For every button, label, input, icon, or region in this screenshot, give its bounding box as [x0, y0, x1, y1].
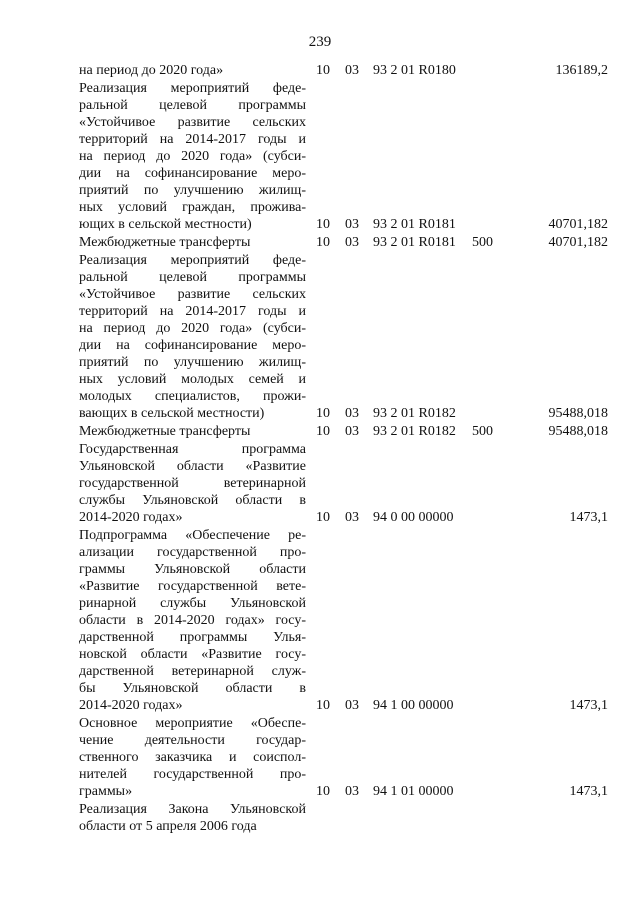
row-description	[79, 80, 306, 233]
description-line: Межбюджетные трансферты	[79, 235, 251, 250]
podrazdel-cell: 03	[345, 698, 359, 713]
description-line: 2014-2020 годах»	[79, 698, 183, 713]
description-line: дарственной программы Улья-	[79, 630, 306, 645]
sum-cell: 95488,018	[548, 424, 608, 439]
sum-cell: 40701,182	[548, 235, 608, 250]
target-article-cell: 93 2 01 R0182	[373, 424, 456, 439]
description-line: бы Ульяновской области в	[79, 681, 306, 696]
target-article-cell: 94 1 00 00000	[373, 698, 454, 713]
description-line: государственной ветеринарной	[79, 476, 306, 491]
description-line: чение деятельности государ-	[79, 733, 306, 748]
description-line: ральной целевой программы	[79, 270, 306, 285]
sum-cell: 1473,1	[569, 698, 608, 713]
razdel-cell: 10	[316, 235, 330, 250]
description-line: области в 2014-2020 годах» госу-	[79, 613, 306, 628]
description-line: ных условий граждан, прожива-	[79, 200, 306, 215]
description-line: ственного заказчика и соиспол-	[79, 750, 306, 765]
row-description	[79, 527, 306, 714]
podrazdel-cell: 03	[345, 424, 359, 439]
razdel-cell: 10	[316, 406, 330, 421]
target-article-cell: 93 2 01 R0181	[373, 235, 456, 250]
row-description	[79, 441, 306, 526]
sum-cell: 1473,1	[569, 784, 608, 799]
description-line: ринарной службы Ульяновской	[79, 596, 306, 611]
sum-cell: 95488,018	[548, 406, 608, 421]
description-line: Реализация Закона Ульяновской	[79, 802, 306, 817]
razdel-cell: 10	[316, 698, 330, 713]
description-line: Межбюджетные трансферты	[79, 424, 251, 439]
description-line: ализации государственной про-	[79, 545, 306, 560]
description-line: новской области «Развитие госу-	[79, 647, 306, 662]
description-line: приятий по улучшению жилищ-	[79, 355, 306, 370]
row-description	[79, 715, 306, 800]
page-number: 239	[308, 34, 332, 50]
description-line: Подпрограмма «Обеспечение ре-	[79, 528, 306, 543]
razdel-cell: 10	[316, 510, 330, 525]
description-line: территорий на 2014-2017 годы и	[79, 304, 306, 319]
description-line: ющих в сельской местности)	[79, 217, 252, 232]
podrazdel-cell: 03	[345, 217, 359, 232]
row-description	[79, 423, 306, 440]
description-line: территорий на 2014-2017 годы и	[79, 132, 306, 147]
target-article-cell: 93 2 01 R0182	[373, 406, 456, 421]
description-line: нителей государственной про-	[79, 767, 306, 782]
description-line: ных условий молодых семей и	[79, 372, 306, 387]
razdel-cell: 10	[316, 424, 330, 439]
description-line: Реализация мероприятий феде-	[79, 81, 306, 96]
razdel-cell: 10	[316, 784, 330, 799]
row-description	[79, 62, 306, 79]
podrazdel-cell: 03	[345, 784, 359, 799]
razdel-cell: 10	[316, 217, 330, 232]
description-line: молодых специалистов, прожи-	[79, 389, 306, 404]
target-article-cell: 94 0 00 00000	[373, 510, 454, 525]
sum-cell: 1473,1	[569, 510, 608, 525]
target-article-cell: 93 2 01 R0180	[373, 63, 456, 78]
target-article-cell: 94 1 01 00000	[373, 784, 454, 799]
expense-type-cell: 500	[472, 235, 493, 250]
podrazdel-cell: 03	[345, 406, 359, 421]
sum-cell: 136189,2	[555, 63, 608, 78]
description-line: «Устойчивое развитие сельских	[79, 287, 306, 302]
razdel-cell: 10	[316, 63, 330, 78]
podrazdel-cell: 03	[345, 235, 359, 250]
description-line: Основное мероприятие «Обеспе-	[79, 716, 306, 731]
description-line: Государственная программа	[79, 442, 306, 457]
row-description	[79, 801, 306, 835]
description-line: «Развитие государственной вете-	[79, 579, 306, 594]
target-article-cell: 93 2 01 R0181	[373, 217, 456, 232]
podrazdel-cell: 03	[345, 510, 359, 525]
expense-type-cell: 500	[472, 424, 493, 439]
description-line: на период до 2020 года» (субси-	[79, 149, 306, 164]
description-line: дии на софинансирование меро-	[79, 166, 306, 181]
description-line: Реализация мероприятий феде-	[79, 253, 306, 268]
description-line: приятий по улучшению жилищ-	[79, 183, 306, 198]
description-line: службы Ульяновской области в	[79, 493, 306, 508]
description-line: вающих в сельской местности)	[79, 406, 265, 421]
description-line: граммы»	[79, 784, 133, 799]
row-description	[79, 252, 306, 422]
podrazdel-cell: 03	[345, 63, 359, 78]
description-line: на период до 2020 года» (субси-	[79, 321, 306, 336]
row-description	[79, 234, 306, 251]
description-line: Ульяновской области «Развитие	[79, 459, 306, 474]
description-line: граммы Ульяновской области	[79, 562, 306, 577]
description-line: «Устойчивое развитие сельских	[79, 115, 306, 130]
description-line: 2014-2020 годах»	[79, 510, 183, 525]
sum-cell: 40701,182	[548, 217, 608, 232]
description-line: дарственной ветеринарной служ-	[79, 664, 306, 679]
description-line: области от 5 апреля 2006 года	[79, 819, 257, 834]
description-line: на период до 2020 года»	[79, 63, 224, 78]
description-line: ральной целевой программы	[79, 98, 306, 113]
description-line: дии на софинансирование меро-	[79, 338, 306, 353]
